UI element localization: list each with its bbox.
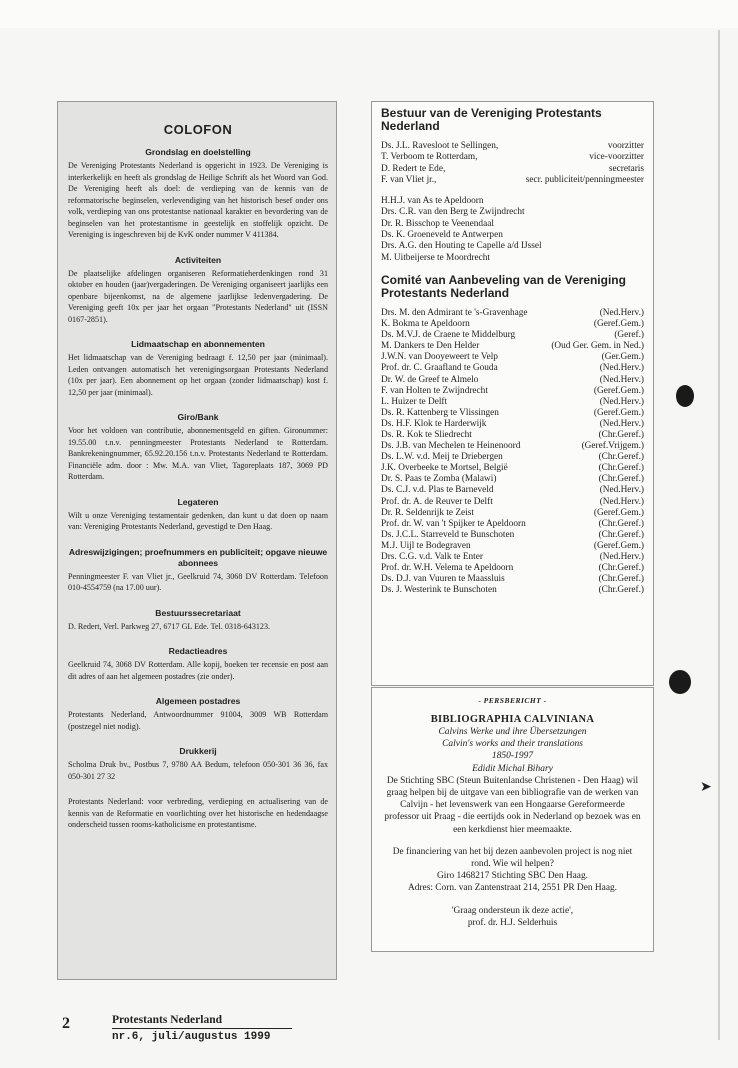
comite-row — [381, 341, 644, 352]
comite-row — [381, 508, 644, 519]
comite-church: (Chr.Geref.) — [598, 430, 644, 440]
comite-church: (Chr.Geref.) — [598, 585, 644, 596]
comite-church: (Ned.Herv.) — [599, 418, 644, 429]
section-text: Geelkruid 74, 3068 DV Rotterdam. Alle kopij, boeken ter recensie en post aan dit adres of aan het algemeen postadres (zie onder). — [68, 660, 328, 681]
comite-title: Comité van Aanbeveling van de Vereniging Protestants Nederland — [381, 272, 626, 300]
board-member: Ds. K. Groeneveld te Antwerpen — [381, 230, 503, 241]
persbericht-label: - PERSBERICHT - — [478, 696, 547, 705]
comite-row — [381, 474, 644, 485]
section-heading: Bestuurssecretariaat — [155, 607, 241, 618]
section-text: Scholma Druk bv., Postbus 7, 9780 AA Bedum, telefoon 050-301 36 36, fax 050-301 27 32 — [68, 760, 328, 781]
comite-name: Dr. R. Seldenrijk te Zeist — [381, 507, 474, 518]
officer-name: D. Redert te Ede, — [381, 163, 446, 174]
comite-name: Ds. R. Kattenberg te Vlissingen — [381, 407, 499, 418]
comite-name: M.J. Uijl te Bodegraven — [381, 540, 471, 551]
comite-name: Ds. M.V.J. de Craene te Middelburg — [381, 330, 516, 341]
colofon-title: COLOFON — [163, 122, 233, 137]
officer-role: voorzitter — [607, 141, 644, 151]
officer-row — [381, 141, 644, 152]
section-heading: Grondslag en doelstelling — [145, 147, 251, 157]
board-member: Drs. A.G. den Houting te Capelle a/d IJssel — [381, 241, 542, 252]
comite-name: J.W.N. van Dooyeweert te Velp — [381, 352, 498, 363]
comite-church: (Geref.Gem.) — [593, 407, 644, 418]
comite-name: Ds. J.C.L. Starreveld te Bunschoten — [381, 529, 515, 540]
officer-role: vice-voorzitter — [589, 152, 644, 163]
comite-row — [381, 419, 644, 430]
persbericht-signature: prof. dr. H.J. Selderhuis — [467, 917, 558, 928]
comite-row — [381, 363, 644, 374]
persbericht-subtitle-de: Calvins Werke und ihre Übersetzungen — [438, 727, 587, 737]
persbericht-financing: De financiering van het bij dezen aanbevolen project is nog niet rond. Wie wil helpen? — [392, 846, 633, 870]
comite-church: (Geref.Vrijgem.) — [581, 441, 644, 452]
comite-row — [381, 530, 644, 541]
comite-church: (Geref.Gem.) — [593, 540, 644, 551]
comite-name: F. van Holten te Zwijndrecht — [381, 385, 488, 396]
board-member: M. Uitbeijerse te Moordrecht — [381, 252, 490, 263]
persbericht-body: De Stichting SBC (Steun Buitenlandse Christenen - Den Haag) wil graag helpen bij de uitgave van een bibliografie van de werken van Calvijn - het levenswerk van een Hongaarse Gereformeerde professor uit Praag - die eertijds ook in Nederland op bezoek was en een kerkdienst hier meemaakte. — [384, 775, 641, 835]
comite-name: Ds. J. Westerink te Bunschoten — [381, 585, 497, 596]
comite-row — [381, 519, 644, 530]
officer-row — [381, 175, 644, 186]
section-text: De Vereniging Protestants Nederland is opgericht in 1923. De Vereniging is interkerkelijk en heeft als grondslag de Heilige Schrift als het Woord van God. De Vereniging heeft als doel: de verdieping van de kennis van de reformatorische beginselen, verlevendiging van het historisch besef onder ons volk, verdieping van ons protestantse nationaal karakter en bevordering van de beginselen van het protestantisme in geestelijk en stoffelijk opzicht. De Vereniging is ingeschreven bij de KvK onder nummer V 411384. — [68, 161, 328, 239]
comite-name: Dr. W. de Greef te Almelo — [381, 374, 479, 385]
comite-name: Ds. C.J. v.d. Plas te Barneveld — [381, 485, 494, 496]
comite-church: (Ned.Herv.) — [599, 485, 644, 496]
persbericht-years: 1850-1997 — [491, 751, 534, 762]
comite-row — [381, 541, 644, 552]
comite-row — [381, 452, 644, 463]
page-top-band — [0, 0, 738, 28]
section-text: D. Redert, Verl. Parkweg 27, 6717 GL Ede. Tel. 0318-643123. — [68, 621, 271, 631]
section-heading: Lidmaatschap en abonnementen — [131, 339, 265, 349]
comite-church: (Ger.Gem.) — [601, 352, 644, 363]
comite-name: Dr. S. Paas te Zomba (Malawi) — [381, 474, 497, 485]
officer-name: Ds. J.L. Ravesloot te Sellingen, — [381, 141, 499, 151]
comite-name: Drs. C.G. v.d. Valk te Enter — [381, 552, 483, 563]
comite-church: (Oud Ger. Gem. in Ned.) — [551, 341, 644, 352]
comite-row — [381, 574, 644, 585]
comite-church: (Ned.Herv.) — [599, 552, 644, 563]
punch-hole-bottom — [669, 670, 691, 694]
section-heading: Algemeen postadres — [155, 696, 241, 706]
comite-name: M. Dankers te Den Helder — [381, 341, 480, 352]
colofon-box — [57, 101, 337, 980]
section-heading: Adreswijzigingen; proefnummers en publiciteit; opgave nieuwe abonnees — [68, 546, 328, 568]
comite-church: (Chr.Geref.) — [598, 474, 644, 485]
comite-church: (Chr.Geref.) — [598, 452, 644, 463]
comite-name: Ds. R. Kok te Sliedrecht — [381, 430, 472, 440]
bestuur-title: Bestuur van de Vereniging Protestants Nederland — [381, 106, 602, 133]
comite-row — [381, 585, 644, 596]
comite-church: (Geref.Gem.) — [593, 319, 644, 330]
comite-name: Prof. dr. W.H. Velema te Apeldoorn — [381, 563, 514, 574]
comite-row — [381, 330, 644, 341]
comite-name: Drs. M. den Admirant te 's-Gravenhage — [381, 307, 528, 318]
comite-name: L. Huizer te Delft — [381, 396, 448, 407]
section-text: Wilt u onze Vereniging testamentair gedenken, dan kunt u dat doen op naam van: Vereniging Protestants Nederland, gevestigd te Den Haag. — [68, 510, 328, 531]
comite-church: (Ned.Herv.) — [599, 374, 644, 385]
section-text: De plaatselijke afdelingen organiseren Reformatieherdenkingen rond 31 oktober en houden (jaar)vergaderingen. De Vereniging organiseert jaarlijks een openbare bijeenkomst, na de algemene jaarlijkse ledenvergadering. De Vereniging geeft 10x per jaar het orgaan "Protestants Nederland" uit (ISSN 0167-2851). — [68, 268, 328, 324]
officer-name: F. van Vliet jr., — [381, 174, 437, 185]
board-member: Dr. R. Bisschop te Veenendaal — [381, 218, 494, 229]
section-heading: Activiteiten — [174, 254, 222, 265]
comite-row — [381, 319, 644, 330]
board-member: Drs. C.R. van den Berg te Zwijndrecht — [381, 207, 525, 218]
section-text: Penningmeester F. van Vliet jr., Geelkruid 74, 3068 DV Rotterdam. Telefoon 010-4554759 (na 17.00 uur). — [68, 571, 328, 592]
persbericht-address: Adres: Corn. van Zantenstraat 214, 2551 PR Den Haag. — [407, 883, 618, 894]
comite-church: (Chr.Geref.) — [598, 529, 644, 540]
persbericht-subtitle-en: Calvin's works and their translations — [442, 739, 583, 750]
comite-row — [381, 308, 644, 319]
persbericht-title: BIBLIOGRAPHIA CALVINIANA — [430, 714, 595, 725]
section-text: Protestants Nederland, Antwoordnummer 91004, 3009 WB Rotterdam (postzegel niet nodig). — [68, 710, 328, 731]
comite-row — [381, 408, 644, 419]
comite-church: (Chr.Geref.) — [598, 563, 644, 574]
margin-arrow-icon: ➤ — [700, 779, 712, 795]
comite-row — [381, 375, 644, 386]
board-member-list — [381, 196, 644, 264]
comite-name: Prof. dr. W. van 't Spijker te Apeldoorn — [381, 518, 526, 529]
comite-name: Ds. H.F. Klok te Harderwijk — [381, 418, 487, 429]
comite-church: (Chr.Geref.) — [598, 518, 644, 529]
comite-name: Ds. D.J. van Vuuren te Maassluis — [381, 574, 505, 585]
persbericht-quote: 'Graag ondersteun ik deze actie', — [451, 905, 574, 916]
comite-church: (Ned.Herv.) — [599, 396, 644, 407]
section-heading: Legateren — [177, 496, 219, 507]
comite-church: (Geref.Gem.) — [593, 385, 644, 396]
colofon-closing-text: Protestants Nederland: voor verbreding, verdieping en actualisering van de kennis van de Reformatie en voorlichting over het historische en hedendaagse onderscheid tussen rooms-katholicisme en protestantisme. — [68, 797, 328, 829]
comite-church: (Chr.Geref.) — [598, 574, 644, 585]
section-text: Het lidmaatschap van de Vereniging bedraagt f. 12,50 per jaar (minimaal). Leden ontvangen automatisch het verenigingsorgaan Protestants Nederland (10x per jaar). Een abonnement op het orgaan (zonder lidmaatschap) kost f. 12,50 per jaar (minimaal). — [68, 353, 328, 397]
persbericht-box — [371, 687, 654, 952]
comite-church: (Ned.Herv.) — [599, 363, 644, 374]
comite-name: Prof. dr. A. de Reuver te Delft — [381, 496, 493, 507]
page-number: 2 — [62, 1015, 70, 1032]
comite-name: Ds. L.W. v.d. Meij te Driebergen — [381, 452, 503, 463]
officer-role: secr. publiciteit/penningmeester — [525, 174, 644, 185]
officer-row — [381, 152, 644, 163]
officer-row — [381, 164, 644, 175]
comite-row — [381, 441, 644, 452]
board-member: H.H.J. van As te Apeldoorn — [381, 196, 484, 207]
comite-church: (Geref.) — [614, 330, 644, 341]
comite-row — [381, 397, 644, 408]
comite-name: K. Bokma te Apeldoorn — [381, 319, 470, 330]
section-heading: Drukkerij — [179, 746, 217, 756]
comite-name: Ds. J.B. van Mechelen te Heinenoord — [381, 441, 521, 452]
officer-list — [381, 141, 644, 186]
comite-church: (Ned.Herv.) — [599, 307, 644, 318]
comite-name: J.K. Overbeeke te Mortsel, België — [381, 463, 508, 474]
comite-row — [381, 497, 644, 508]
page-binding-edge — [718, 30, 720, 1040]
officer-role: secretaris — [608, 163, 644, 174]
comite-name: Prof. dr. C. Graafland te Gouda — [381, 363, 498, 374]
comite-row — [381, 463, 644, 474]
comite-row — [381, 485, 644, 496]
section-text: Voor het voldoen van contributie, abonnementsgeld en giften. Gironummer: 19.55.00 t.n.v. penningmeester Protestants Nederland te Rotterdam. Bankrekeningnummer, 65.92.20.156 t.n.v. Protestants Nederland te Rotterdam. Financiële adm. door : Mw. M.A. van Vliet, Tagoreplaats 187, 3069 PD Rotterdam. — [68, 426, 328, 481]
officer-name: T. Verboom te Rotterdam, — [381, 152, 478, 163]
section-heading: Redactieadres — [168, 646, 228, 656]
comite-row — [381, 352, 644, 363]
footer-publication: Protestants Nederland — [112, 1013, 292, 1029]
comite-row — [381, 552, 644, 563]
comite-member-list — [381, 308, 644, 596]
comite-church: (Ned.Herv.) — [599, 496, 644, 507]
persbericht-editor: Edidit Michal Bihary — [472, 763, 553, 774]
section-heading: Giro/Bank — [177, 412, 219, 422]
bestuur-box — [371, 101, 654, 686]
comite-row — [381, 386, 644, 397]
punch-hole-top — [676, 385, 694, 407]
comite-row — [381, 563, 644, 574]
comite-church: (Chr.Geref.) — [598, 463, 644, 474]
comite-church: (Geref.Gem.) — [593, 507, 644, 518]
footer-issue: nr.6, juli/augustus 1999 — [112, 1031, 271, 1043]
persbericht-giro: Giro 1468217 Stichting SBC Den Haag. — [436, 871, 589, 882]
comite-row — [381, 430, 644, 441]
